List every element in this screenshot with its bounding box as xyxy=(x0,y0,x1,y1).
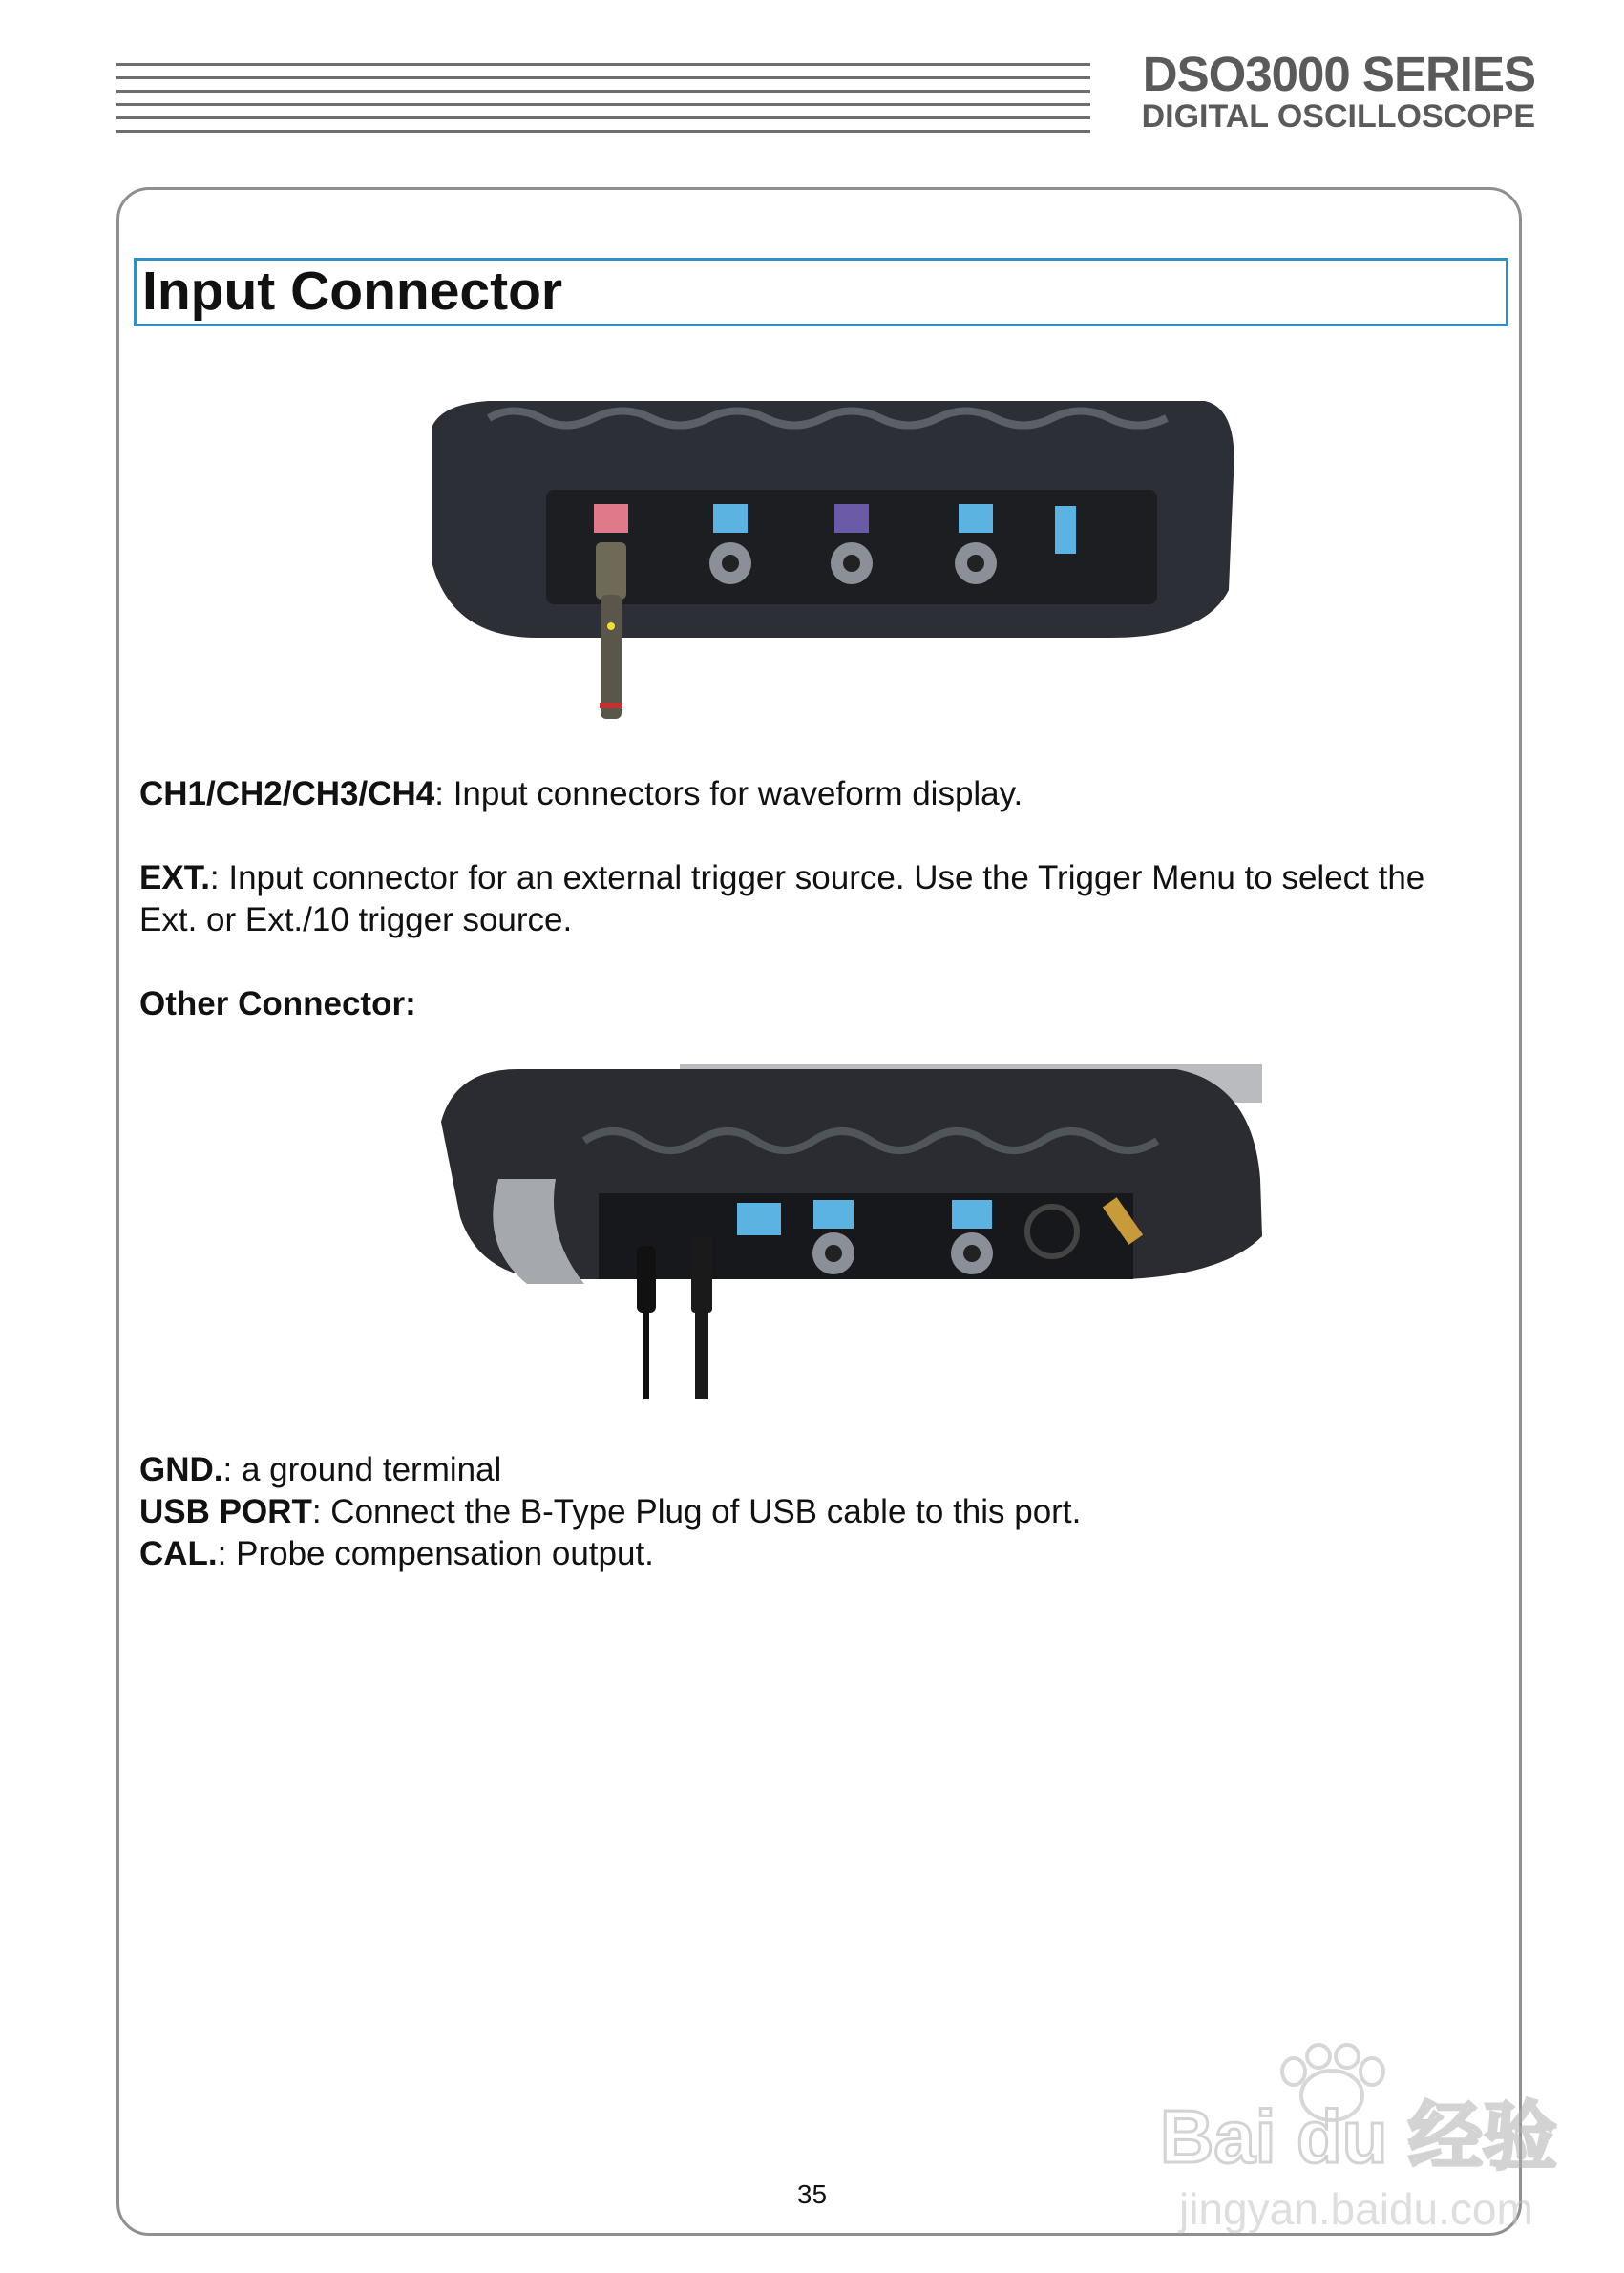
other-connector-heading-text: Other Connector: xyxy=(139,985,416,1022)
other-connector-photo xyxy=(441,1064,1262,1399)
ext-term: EXT. xyxy=(139,859,210,896)
gnd-description xyxy=(139,1449,501,1491)
series-subtitle: DIGITAL OSCILLOSCOPE xyxy=(1141,98,1535,135)
channels-description xyxy=(139,773,1023,815)
other-connector-heading xyxy=(139,983,416,1025)
channels-term: CH1/CH2/CH3/CH4 xyxy=(139,775,435,812)
gnd-term: GND. xyxy=(139,1451,223,1488)
watermark-url: jingyan.baidu.com xyxy=(1179,2184,1533,2234)
channels-text: : Input connectors for waveform display. xyxy=(434,775,1023,812)
page-number: 35 xyxy=(796,2179,828,2209)
usb-term: USB PORT xyxy=(139,1493,312,1530)
ext-text: : Input connector for an external trigger source. Use the Trigger Menu to select the xyxy=(209,859,1425,896)
gnd-text: : a ground terminal xyxy=(222,1451,502,1488)
watermark-logo: Bai du 经验 xyxy=(1160,2094,1558,2178)
series-title: DSO3000 SERIES xyxy=(1142,47,1535,101)
ext-description xyxy=(139,857,1424,899)
header-rule-lines xyxy=(116,63,1090,134)
cal-description xyxy=(139,1533,654,1575)
cal-text: : Probe compensation output. xyxy=(217,1535,654,1572)
usb-description xyxy=(139,1491,1081,1533)
ext-description-line2: Ext. or Ext./10 trigger source. xyxy=(139,901,573,938)
input-connector-photo xyxy=(422,399,1243,724)
section-title: Input Connector xyxy=(134,258,1508,326)
usb-text: : Connect the B-Type Plug of USB cable to this port. xyxy=(311,1493,1082,1530)
cal-term: CAL. xyxy=(139,1535,218,1572)
